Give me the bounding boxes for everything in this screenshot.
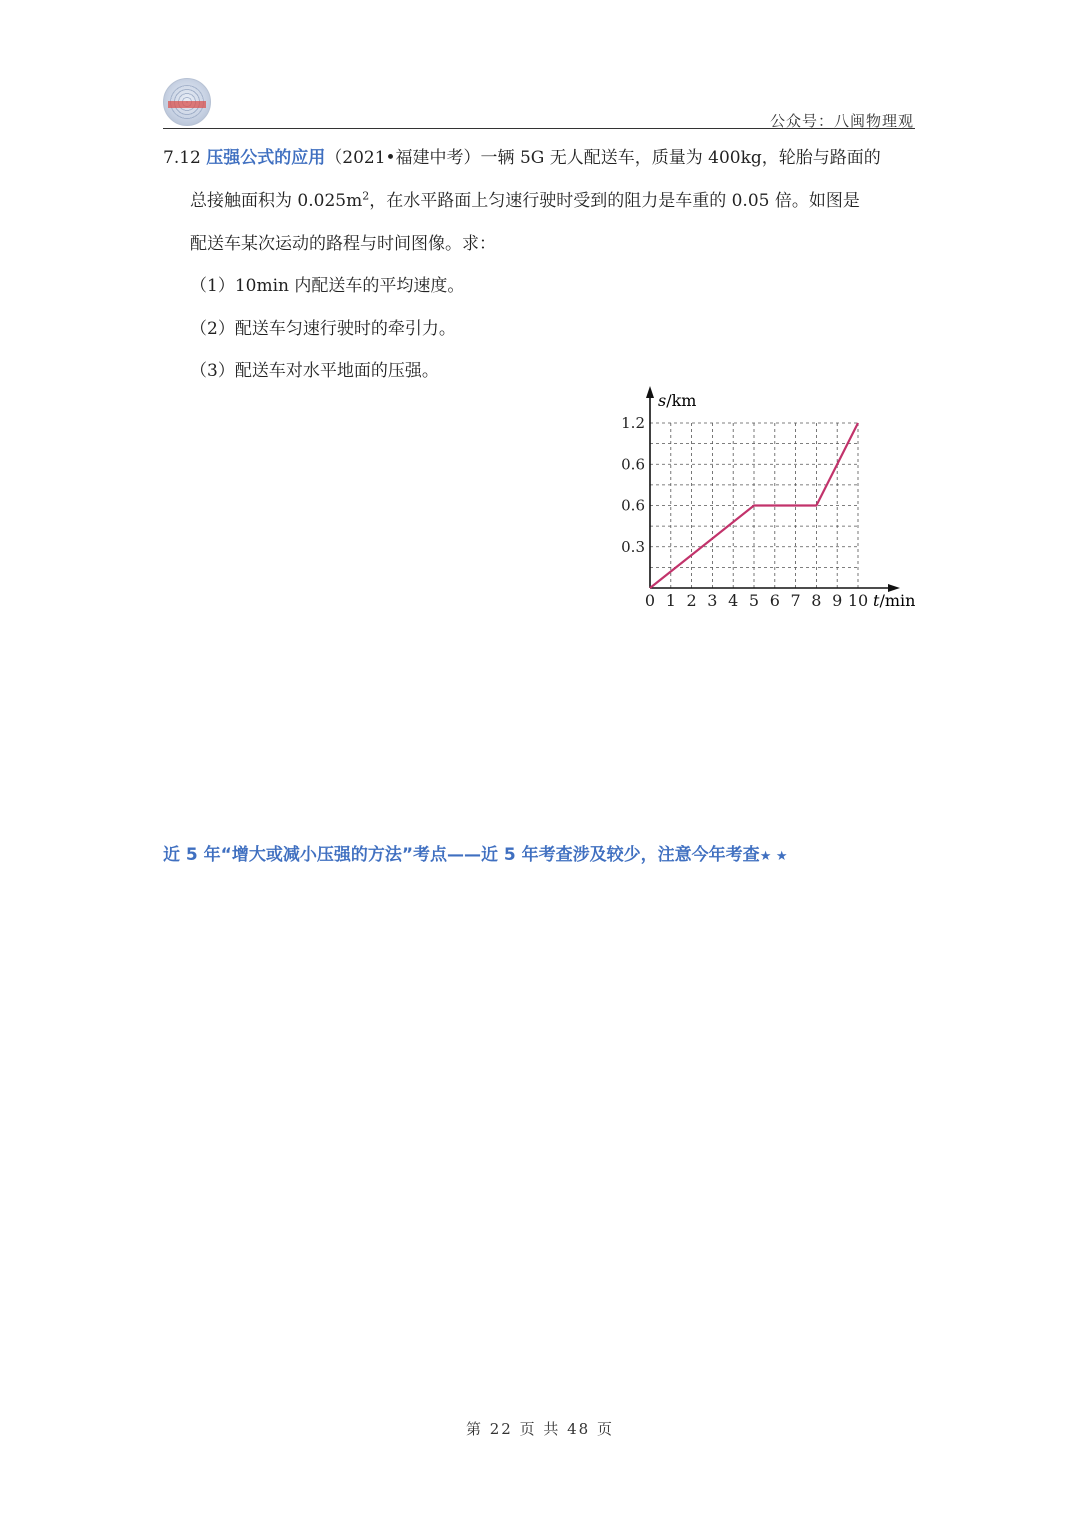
sub-question-1: （1）10min 内配送车的平均速度。 [190, 276, 465, 296]
y-tick-label: 0.6 [621, 455, 645, 474]
distance-time-chart [600, 380, 930, 620]
question-line-2-sup: 2 [362, 189, 370, 203]
question-line-1 [163, 143, 881, 168]
section-heading [163, 840, 788, 865]
x-tick-label: 1 [665, 591, 676, 610]
x-tick-label: 9 [832, 591, 843, 610]
x-tick-label: 4 [728, 591, 739, 610]
y-axis-label-var: s [658, 391, 667, 410]
sub-question-3: （3）配送车对水平地面的压强。 [190, 361, 439, 381]
header-text: 公众号：八闽物理观 [769, 112, 914, 130]
question-line-2a: 总接触面积为 0.025m [190, 191, 363, 211]
x-tick-label: 0 [644, 591, 656, 610]
logo-band [168, 101, 206, 108]
x-tick-label: 3 [707, 591, 718, 610]
y-axis-label [658, 391, 696, 410]
y-tick-label: 0.3 [621, 537, 645, 556]
x-axis-label [873, 591, 915, 610]
x-axis-label-var: t [873, 591, 880, 610]
question-line-2 [190, 186, 860, 211]
x-tick-label: 10 [847, 591, 869, 610]
header-rule [163, 128, 915, 129]
y-axis-label-unit: /km [666, 391, 697, 410]
x-tick-label: 6 [769, 591, 780, 610]
x-tick-label: 7 [790, 591, 801, 610]
sub-question-2: （2）配送车匀速行驶时的牵引力。 [190, 319, 456, 339]
question-line-2b: ，在水平路面上匀速行驶时受到的阻力是车重的 0.05 倍。如图是 [369, 191, 860, 211]
question-line-1-rest: （2021•福建中考）一辆 5G 无人配送车，质量为 400kg，轮胎与路面的 [325, 148, 881, 168]
question-line-3: 配送车某次运动的路程与时间图像。求： [190, 234, 496, 254]
question-topic: 压强公式的应用 [206, 148, 326, 168]
x-tick-label: 8 [811, 591, 822, 610]
section-title: 近 5 年“增大或减小压强的方法”考点——近 5 年考查涉及较少，注意今年考查 [163, 845, 760, 865]
y-tick-label: 1.2 [621, 414, 645, 432]
x-tick-label: 5 [748, 591, 760, 610]
x-axis-label-unit: /min [879, 591, 916, 610]
y-tick-label: 0.6 [621, 496, 645, 515]
x-tick-label: 2 [686, 591, 697, 610]
section-stars: ★ ★ [759, 849, 788, 864]
question-number: 7.12 [163, 148, 207, 168]
page-footer: 第 22 页 共 48 页 [465, 1420, 614, 1438]
y-axis-arrow [646, 386, 654, 398]
logo [163, 78, 211, 126]
